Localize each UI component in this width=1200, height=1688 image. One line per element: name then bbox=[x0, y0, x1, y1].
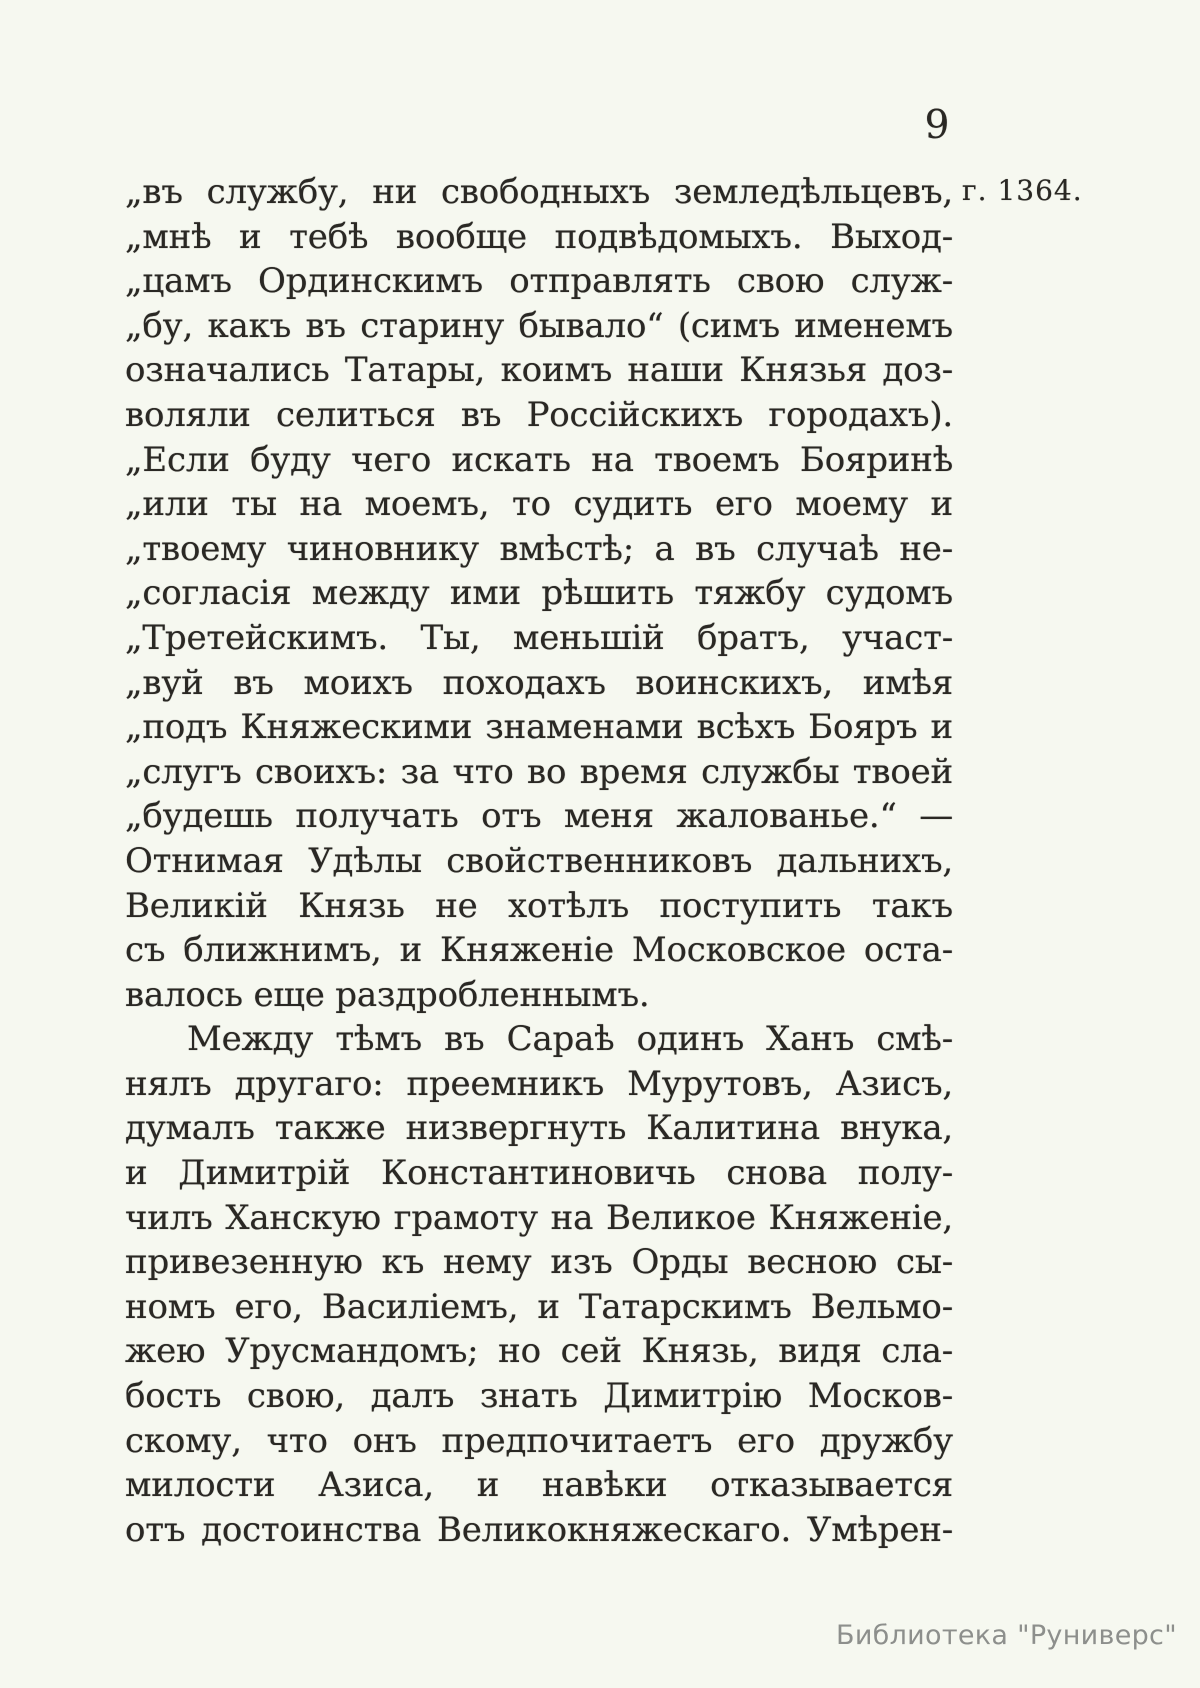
text-line: „въ службу, ни свободныхъ земледѣльцевъ, bbox=[125, 172, 953, 212]
text-line: Между тѣмъ въ Сараѣ одинъ Ханъ смѣ- bbox=[187, 1019, 953, 1060]
text-line: „Если буду чего искать на твоемъ Бояринѣ bbox=[125, 439, 953, 480]
margin-note-year: г. 1364. bbox=[962, 174, 1083, 207]
text-line: скому, что онъ предпочитаетъ его дружбу bbox=[125, 1420, 953, 1461]
text-line: воляли селиться въ Россійскихъ городахъ). bbox=[125, 394, 953, 435]
text-line: съ ближнимъ, и Княженіе Московское оста- bbox=[125, 930, 953, 971]
text-line: „Третейскимъ. Ты, меньшій братъ, участ- bbox=[125, 617, 953, 658]
text-line: чилъ Ханскую грамоту на Великое Княженіе, bbox=[125, 1197, 953, 1238]
text-line: жею Урусмандомъ; но сей Князь, видя сла- bbox=[125, 1331, 953, 1372]
text-line: „бу, какъ въ старину бывало“ (симъ именемъ bbox=[125, 305, 953, 346]
text-line: бость свою, далъ знать Димитрію Москов- bbox=[125, 1376, 953, 1417]
text-line: привезенную къ нему изъ Орды весною сы- bbox=[125, 1242, 953, 1283]
text-line: „или ты на моемъ, то судить его моему и bbox=[125, 484, 953, 525]
text-line: „подъ Княжескими знаменами всѣхъ Бояръ и bbox=[125, 707, 953, 748]
page-number: 9 bbox=[924, 103, 950, 148]
text-line: означались Татары, коимъ наши Князья доз- bbox=[125, 350, 953, 391]
text-line: Великій Князь не хотѣлъ поступить такъ bbox=[125, 885, 953, 926]
text-line: милости Азиса, и навѣки отказывается bbox=[125, 1465, 953, 1506]
text-line: „согласія между ими рѣшить тяжбу судомъ bbox=[125, 573, 953, 614]
text-line: и Димитрій Константиновичь снова полу- bbox=[125, 1153, 953, 1194]
text-line: „цамъ Ординскимъ отправлять свою служ- bbox=[125, 261, 953, 302]
text-line: „слугъ своихъ: за что во время службы твоей bbox=[125, 751, 953, 792]
text-line: „будешь получать отъ меня жалованье.“ — bbox=[125, 796, 953, 837]
text-line: „твоему чиновнику вмѣстѣ; а въ случаѣ не- bbox=[125, 528, 953, 569]
library-watermark: Библиотека "Руниверс" bbox=[836, 1620, 1177, 1651]
text-line: „вуй въ моихъ походахъ воинскихъ, имѣя bbox=[125, 662, 953, 703]
text-line: нялъ другаго: преемникъ Мурутовъ, Азисъ, bbox=[125, 1063, 953, 1104]
text-line: отъ достоинства Великокняжескаго. Умѣрен- bbox=[125, 1509, 953, 1550]
text-line: „мнѣ и тебѣ вообще подвѣдомыхъ. Выход- bbox=[125, 216, 953, 257]
text-line: Отнимая Удѣлы свойственниковъ дальнихъ, bbox=[125, 840, 953, 881]
text-line: номъ его, Василіемъ, и Татарскимъ Вельмо- bbox=[125, 1286, 953, 1327]
body-text bbox=[125, 170, 953, 1552]
text-line: валось еще раздробленнымъ. bbox=[125, 974, 650, 1015]
text-line: думалъ также низвергнуть Калитина внука, bbox=[125, 1108, 953, 1149]
